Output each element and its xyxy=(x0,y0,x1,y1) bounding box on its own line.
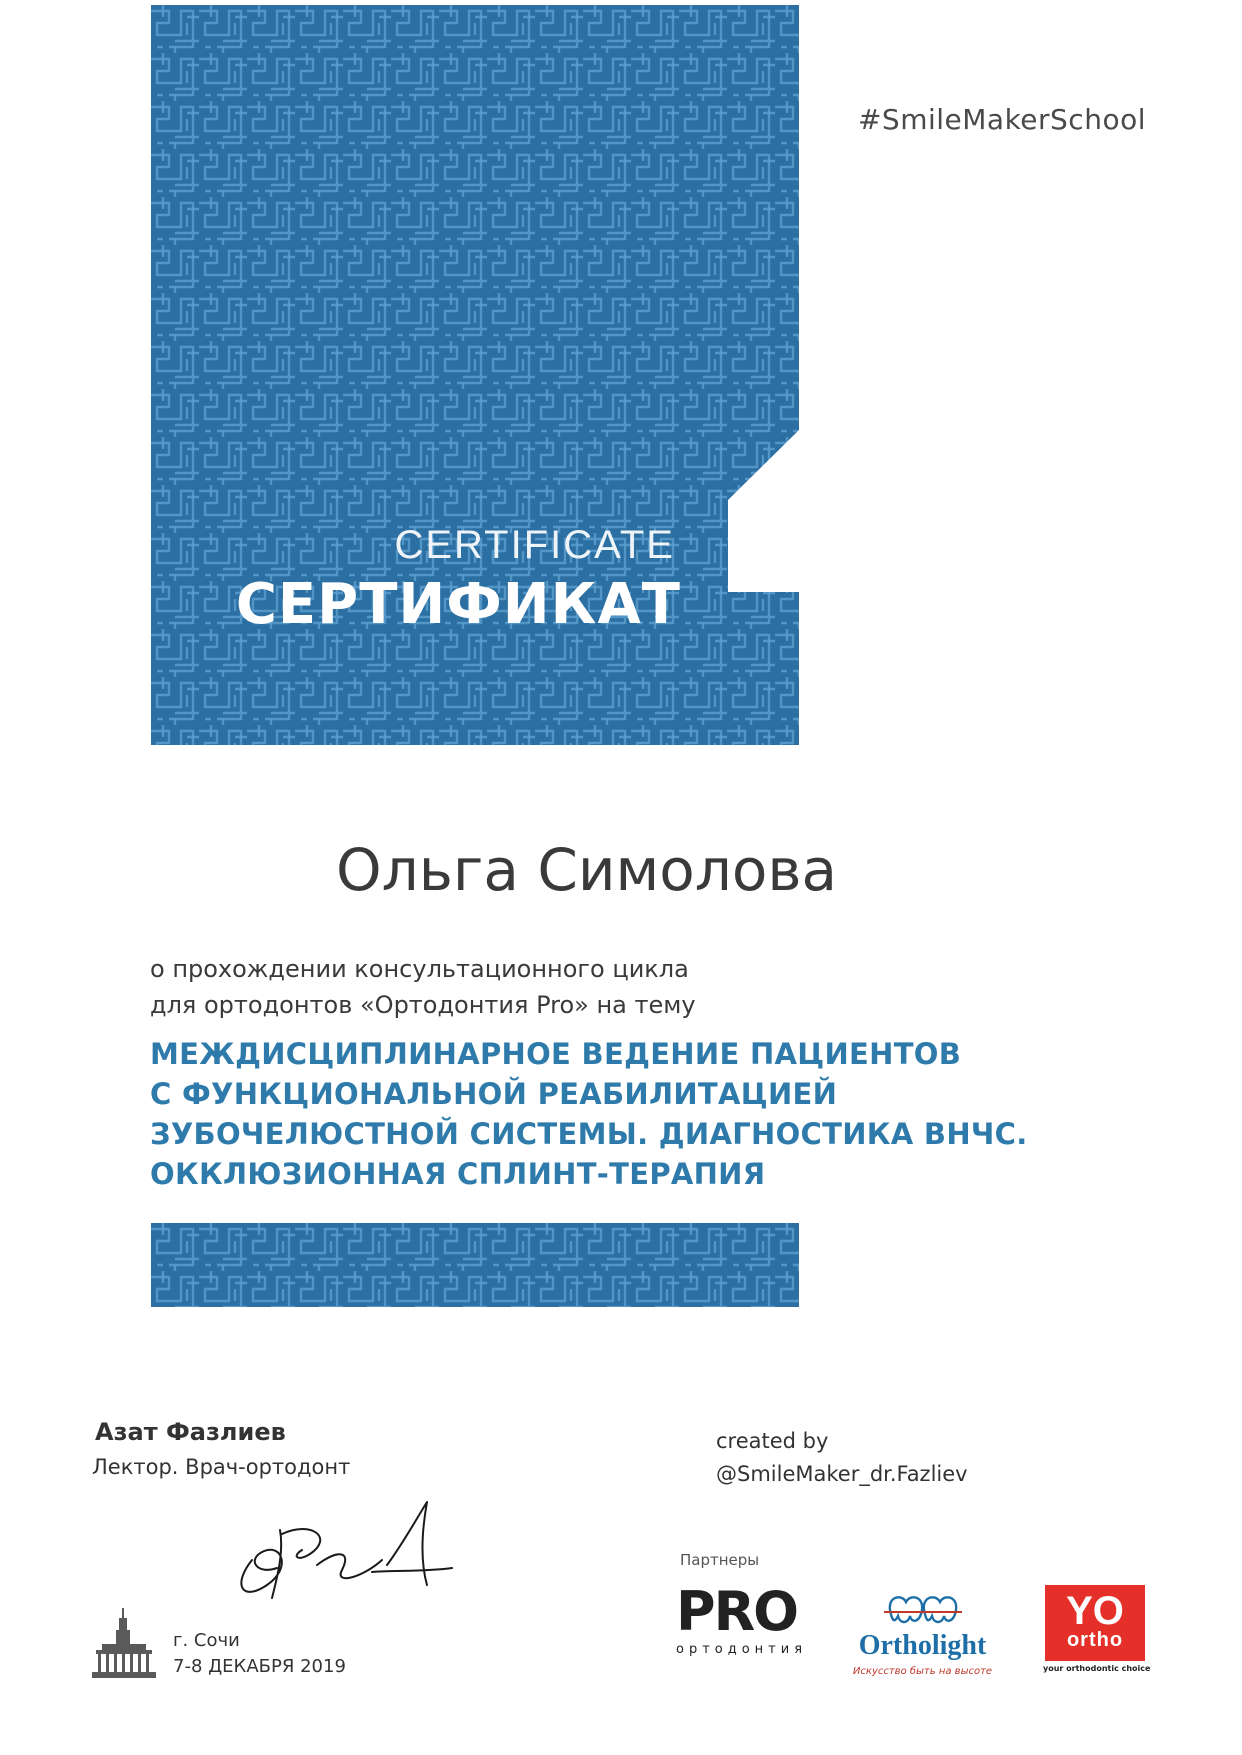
lecturer-signature xyxy=(222,1490,462,1610)
yo-logo-tagline: your orthodontic choice xyxy=(1043,1664,1151,1673)
event-dates: 7-8 ДЕКАБРЯ 2019 xyxy=(173,1656,346,1677)
pro-logo-subtitle: ортодонтия xyxy=(676,1642,808,1657)
created-by-block xyxy=(716,1425,968,1491)
intro-line: для ортодонтов «Ортодонтия Pro» на тему xyxy=(150,991,696,1019)
yo-logo-subtitle: ortho xyxy=(1066,1629,1124,1651)
course-topic xyxy=(150,1034,1090,1194)
pro-orthodontics-logo xyxy=(676,1580,826,1675)
lecturer-name: Азат Фазлиев xyxy=(95,1418,286,1446)
event-city: г. Сочи xyxy=(173,1630,240,1651)
yo-logo-box xyxy=(1045,1585,1145,1661)
topic-line: МЕЖДИСЦИПЛИНАРНОЕ ВЕДЕНИЕ ПАЦИЕНТОВ xyxy=(150,1037,962,1071)
recipient-name: Ольга Симолова xyxy=(336,836,838,904)
ortholight-name: Ortholight xyxy=(858,1630,987,1661)
ortholight-tagline: Искусство быть на высоте xyxy=(852,1666,993,1677)
yo-ortho-logo xyxy=(1043,1585,1151,1677)
topic-line: С ФУНКЦИОНАЛЬНОЙ РЕАБИЛИТАЦИЕЙ xyxy=(150,1077,838,1111)
topic-line: ОККЛЮЗИОННАЯ СПЛИНТ-ТЕРАПИЯ xyxy=(150,1157,766,1191)
lecturer-role: Лектор. Врач-ортодонт xyxy=(92,1455,351,1479)
partners-label: Партнеры xyxy=(680,1551,760,1569)
pro-logo-text: PRO xyxy=(676,1580,798,1643)
sochi-landmark-icon xyxy=(92,1608,156,1678)
event-location-date xyxy=(173,1628,346,1680)
created-by-label: created by xyxy=(716,1429,829,1453)
teeth-icon xyxy=(850,1588,995,1630)
certificate-title-en: CERTIFICATE xyxy=(394,523,675,567)
hashtag: #SmileMakerSchool xyxy=(857,103,1146,136)
topic-line: ЗУБОЧЕЛЮСТНОЙ СИСТЕМЫ. ДИАГНОСТИКА ВНЧС. xyxy=(150,1117,1028,1151)
yo-logo-text: YO xyxy=(1066,1589,1124,1633)
intro-line: о прохождении консультационного цикла xyxy=(150,955,689,983)
created-by-handle: @SmileMaker_dr.Fazliev xyxy=(716,1462,968,1486)
certificate-title-ru: СЕРТИФИКАТ xyxy=(235,572,681,637)
intro-text xyxy=(150,951,696,1023)
decorative-pattern-strip xyxy=(151,1223,799,1307)
certificate-hero-panel xyxy=(151,5,799,745)
ortholight-logo xyxy=(850,1588,995,1678)
